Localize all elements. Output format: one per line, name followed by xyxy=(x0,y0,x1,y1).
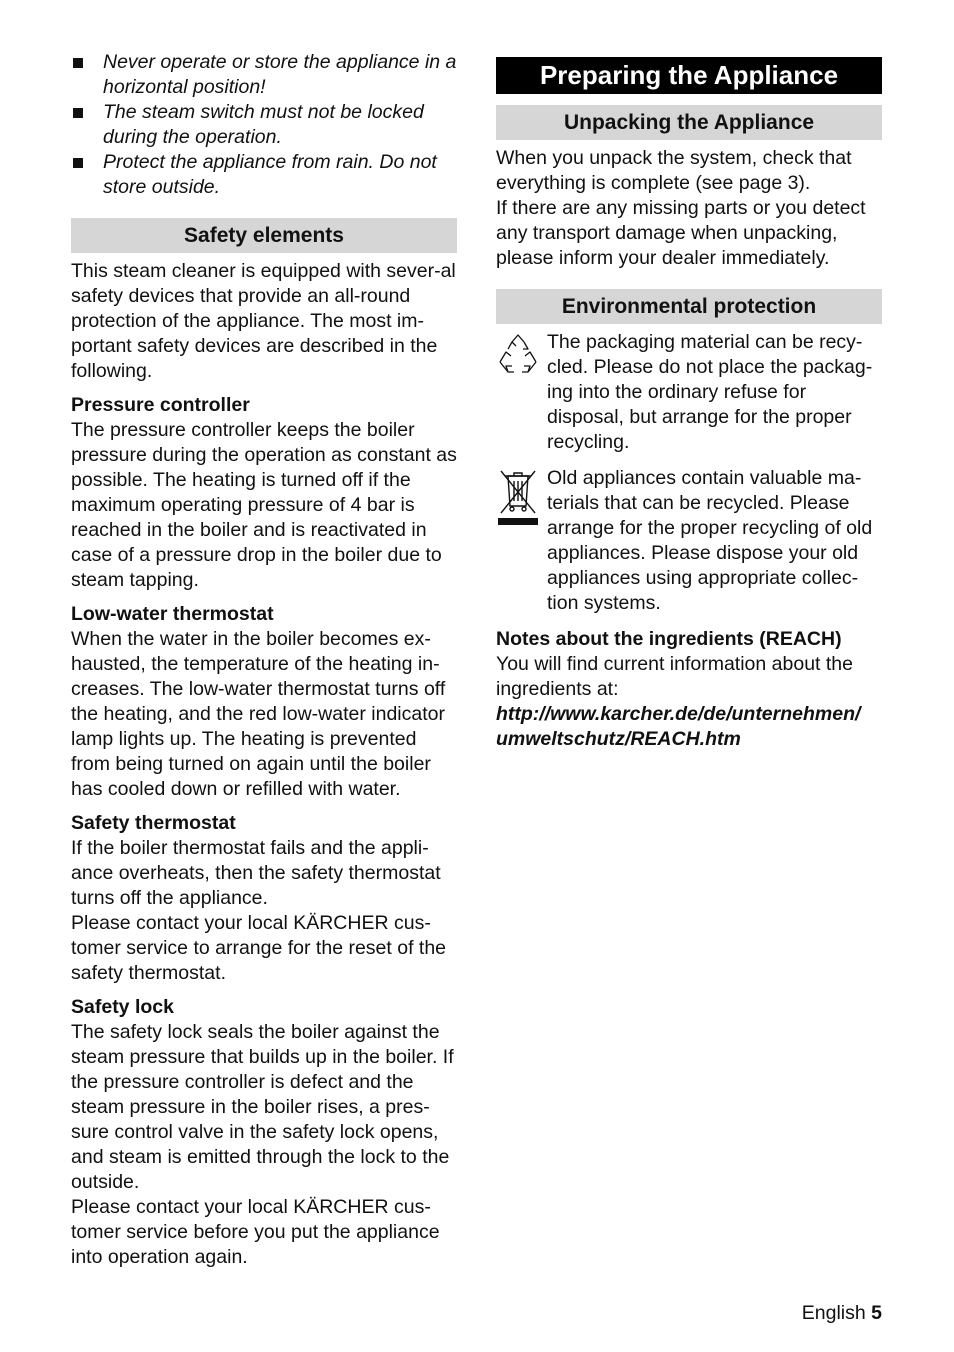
crossed-out-bin-icon xyxy=(496,468,540,530)
pressure-controller-title: Pressure controller xyxy=(71,394,250,416)
page-number: 5 xyxy=(871,1302,882,1324)
unpacking-text: When you unpack the system, check that everything is complete (see page 3). xyxy=(496,147,852,194)
list-item: Never operate or store the appliance in a horizontal position! xyxy=(71,50,457,100)
unpacking-damage-text: If there are any missing parts or you detect any transport damage when unpacking, please inform your dealer immediately. xyxy=(496,197,866,269)
safety-elements-heading: Safety elements xyxy=(71,218,457,253)
safety-thermostat-contact: Please contact your local KÄRCHER cus-tomer service to arrange for the reset of the safety thermostat. xyxy=(71,912,447,984)
square-bullet-icon xyxy=(73,58,83,68)
reach-link[interactable]: http://www.karcher.de/de/unternehmen/ umweltschutz/REACH.htm xyxy=(496,703,861,750)
safety-thermostat-text: If the boiler thermostat fails and the appli-ance overheats, then the safety thermostat turns off the appliance. xyxy=(71,837,441,909)
recycling-text: The packaging material can be recy-cled. Please do not place the packag-ing into the ordinary refuse for disposal, but arrange for the proper recycling. xyxy=(547,331,873,453)
pressure-controller-text: The pressure controller keeps the boiler pressure during the operation as constant as possible. The heating is turned off if the maximum operating pressure of 4 bar is reached in the boiler and is reactivated in case of a pressure drop in the boiler due to steam tapping. xyxy=(71,419,457,591)
reach-text: You will find current information about the ingredients at: xyxy=(496,653,853,700)
square-bullet-icon xyxy=(73,108,83,118)
footer-language: English xyxy=(801,1302,866,1324)
square-bullet-icon xyxy=(73,158,83,168)
safety-lock-text: The safety lock seals the boiler against the steam pressure that builds up in the boiler. If the pressure controller is defect and the steam pressure in the boiler rises, a pres-sure control valve in the safety lock opens, and steam is emitted through the lock to the outside. xyxy=(71,1021,454,1193)
environmental-protection-heading: Environmental protection xyxy=(496,289,882,324)
safety-intro: This steam cleaner is equipped with sever-al safety devices that provide an all-round protection of the appliance. The most im-portant safety devices are described in the following. xyxy=(71,260,456,382)
safety-lock-title: Safety lock xyxy=(71,996,174,1018)
left-column xyxy=(71,50,457,1270)
list-item: Protect the appliance from rain. Do not store outside. xyxy=(71,150,457,200)
recycling-note xyxy=(496,330,882,455)
safety-thermostat-title: Safety thermostat xyxy=(71,812,236,834)
recycle-icon xyxy=(496,332,540,376)
page-footer xyxy=(802,1301,882,1326)
unpacking-heading: Unpacking the Appliance xyxy=(496,105,882,140)
low-water-thermostat-title: Low-water thermostat xyxy=(71,603,274,625)
page-title: Preparing the Appliance xyxy=(496,57,882,94)
list-item: The steam switch must not be locked during the operation. xyxy=(71,100,457,150)
reach-title: Notes about the ingredients (REACH) xyxy=(496,628,842,650)
right-column xyxy=(496,50,882,752)
weee-text: Old appliances contain valuable ma-terials that can be recycled. Please arrange for the proper recycling of old appliances. Please dispose your old appliances using appropriate collec-tion systems. xyxy=(547,467,873,614)
low-water-thermostat-text: When the water in the boiler becomes ex-hausted, the temperature of the heating in-creases. The low-water thermostat turns off the heating, and the red low-water indicator lamp lights up. The heating is prevented from being turned on again until the boiler has cooled down or refilled with water. xyxy=(71,628,446,800)
warning-list xyxy=(71,50,457,200)
safety-lock-contact: Please contact your local KÄRCHER cus-tomer service before you put the appliance into operation again. xyxy=(71,1196,440,1268)
weee-note xyxy=(496,466,882,616)
